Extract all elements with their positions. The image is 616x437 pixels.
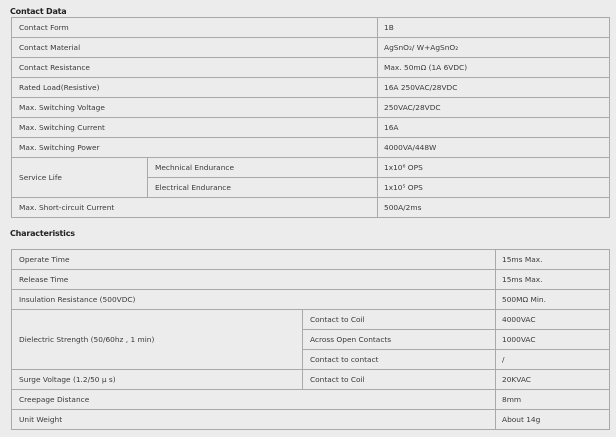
row-label: Creepage Distance xyxy=(12,390,496,410)
row-label: Insulation Resistance (500VDC) xyxy=(12,290,496,310)
row-value: AgSnO₂/ W+AgSnO₂ xyxy=(378,38,610,58)
table-row xyxy=(12,18,610,38)
surge-sub-label: Contact to Coil xyxy=(303,370,496,390)
surge-value: 20KVAC xyxy=(496,370,610,390)
row-value: 16A xyxy=(378,118,610,138)
table-row xyxy=(12,58,610,78)
table-row xyxy=(12,38,610,58)
table-row xyxy=(12,158,610,178)
row-label: Contact Resistance xyxy=(12,58,378,78)
mechanical-endurance-label: Mechnical Endurance xyxy=(148,158,378,178)
row-label: Max. Short-circuit Current xyxy=(12,198,378,218)
dielectric-strength-label: Dielectric Strength (50/60hz , 1 min) xyxy=(12,310,303,370)
row-value: About 14g xyxy=(496,410,610,430)
table-row xyxy=(12,270,610,290)
table-row xyxy=(12,78,610,98)
row-value: 4000VA/448W xyxy=(378,138,610,158)
contact-data-title: Contact Data xyxy=(10,7,67,16)
table-row xyxy=(12,138,610,158)
table-row xyxy=(12,290,610,310)
row-value: 8mm xyxy=(496,390,610,410)
dielectric-sub-value: 1000VAC xyxy=(496,330,610,350)
electrical-endurance-label: Electrical Endurance xyxy=(148,178,378,198)
row-label: Release Time xyxy=(12,270,496,290)
row-value: 500A/2ms xyxy=(378,198,610,218)
characteristics-title: Characteristics xyxy=(10,229,75,238)
row-label: Rated Load(Resistive) xyxy=(12,78,378,98)
dielectric-sub-label: Across Open Contacts xyxy=(303,330,496,350)
service-life-label: Service Life xyxy=(12,158,148,198)
row-label: Max. Switching Current xyxy=(12,118,378,138)
characteristics-table xyxy=(11,249,610,430)
table-row xyxy=(12,198,610,218)
contact-data-table xyxy=(11,17,610,218)
electrical-endurance-value: 1x10⁵ OPS xyxy=(378,178,610,198)
dielectric-sub-label: Contact to Coil xyxy=(303,310,496,330)
row-label: Unit Weight xyxy=(12,410,496,430)
dielectric-sub-label: Contact to contact xyxy=(303,350,496,370)
row-value: 16A 250VAC/28VDC xyxy=(378,78,610,98)
row-value: 250VAC/28VDC xyxy=(378,98,610,118)
mechanical-endurance-value: 1x10⁶ OPS xyxy=(378,158,610,178)
row-value: 1B xyxy=(378,18,610,38)
row-value: 15ms Max. xyxy=(496,250,610,270)
table-row xyxy=(12,250,610,270)
table-row xyxy=(12,310,610,330)
row-label: Contact Material xyxy=(12,38,378,58)
row-label: Max. Switching Power xyxy=(12,138,378,158)
table-row xyxy=(12,410,610,430)
dielectric-sub-value: / xyxy=(496,350,610,370)
surge-voltage-label: Surge Voltage (1.2/50 μ s) xyxy=(12,370,303,390)
table-row xyxy=(12,118,610,138)
table-row xyxy=(12,390,610,410)
dielectric-sub-value: 4000VAC xyxy=(496,310,610,330)
table-row xyxy=(12,370,610,390)
row-label: Max. Switching Voltage xyxy=(12,98,378,118)
table-row xyxy=(12,98,610,118)
row-label: Operate Time xyxy=(12,250,496,270)
row-value: Max. 50mΩ (1A 6VDC) xyxy=(378,58,610,78)
row-value: 15ms Max. xyxy=(496,270,610,290)
row-value: 500MΩ Min. xyxy=(496,290,610,310)
row-label: Contact Form xyxy=(12,18,378,38)
